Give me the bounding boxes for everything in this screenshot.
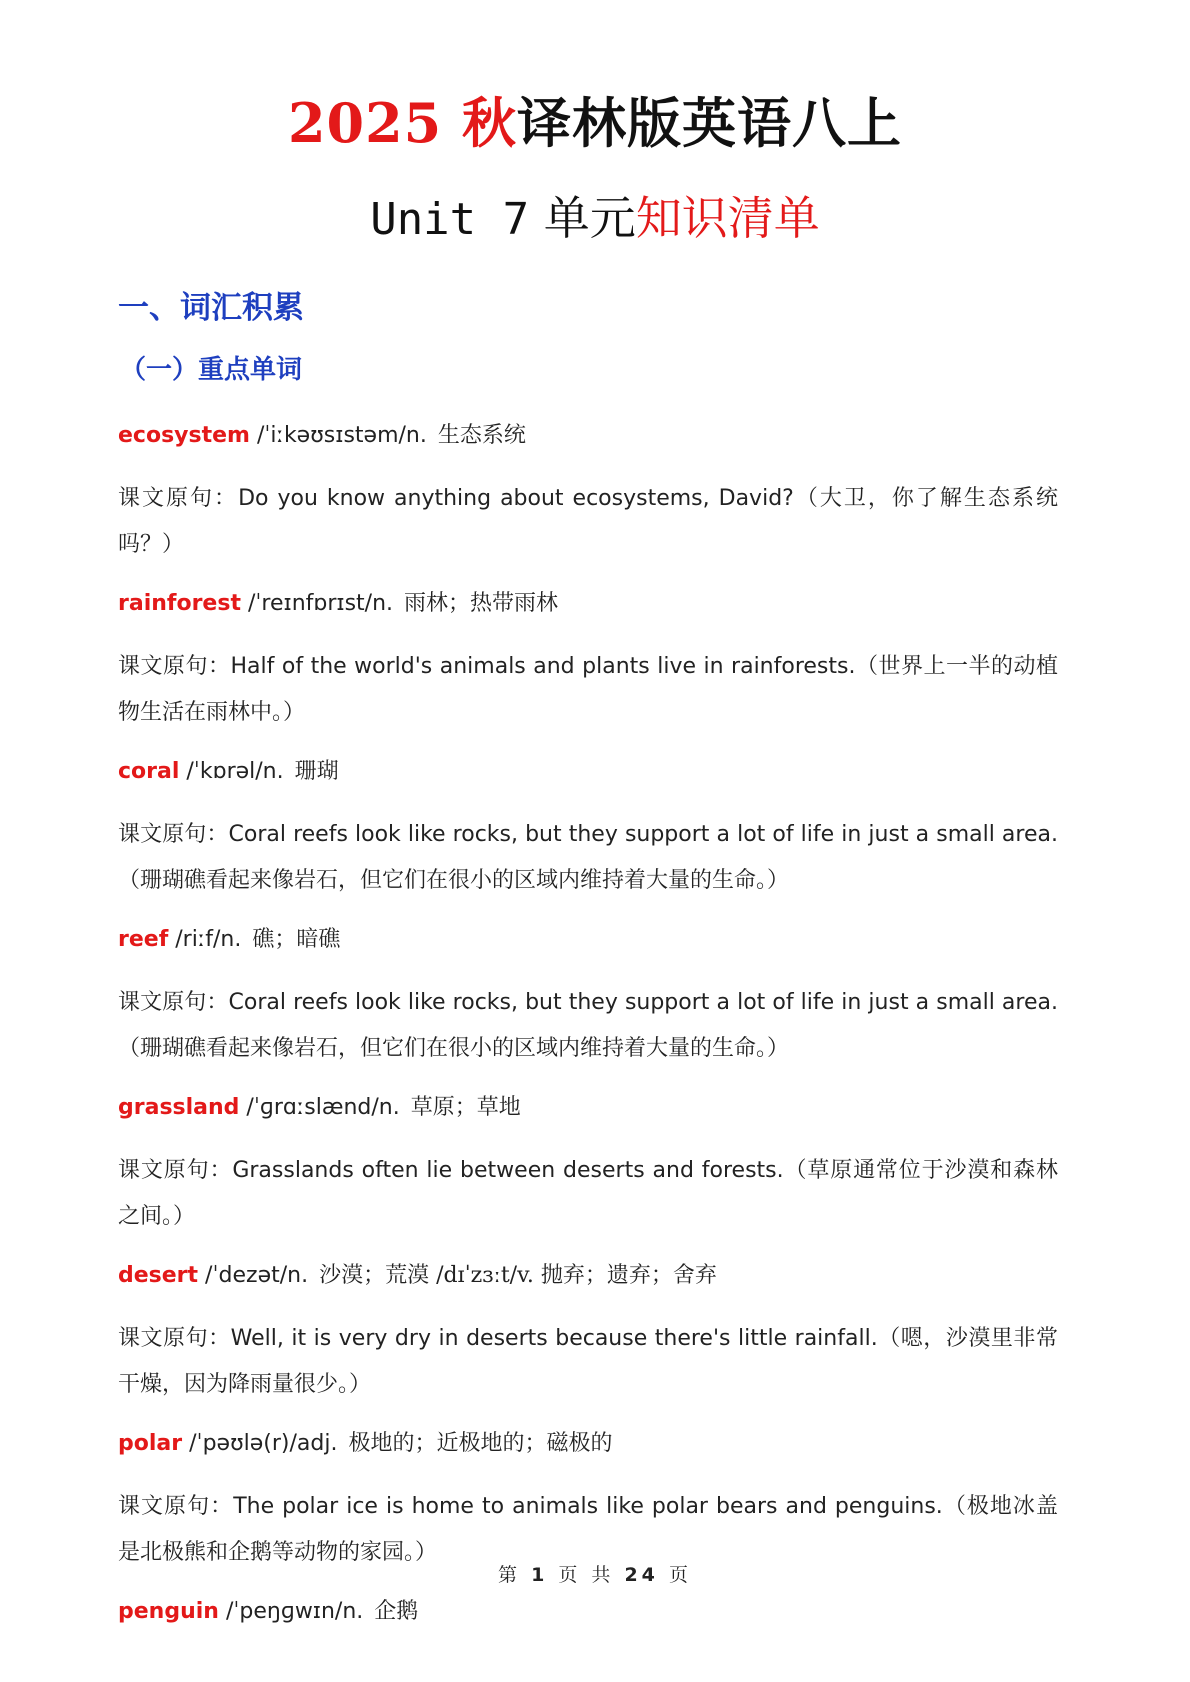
example-translation: （草原通常位于沙漠和森林之间。） — [118, 1158, 1058, 1229]
vocab-meaning: 企鹅 — [367, 1599, 419, 1624]
vocab-phonetic: /ˈkɒrəl/n. — [179, 759, 284, 784]
example-translation: （珊瑚礁看起来像岩石，但它们在很小的区域内维持着大量的生命。） — [118, 868, 790, 893]
vocab-entry — [118, 918, 1058, 1072]
example-english: Do you know anything about ecosystems, David? — [238, 486, 794, 511]
example-english: Coral reefs look like rocks, but they support a lot of life in just a small area. — [228, 990, 1058, 1015]
footer-prefix: 第 — [498, 1564, 522, 1586]
word-line — [118, 918, 1058, 962]
word-line — [118, 750, 1058, 794]
vocab-meaning: 礁；暗礁 — [245, 927, 341, 952]
footer-total-pages: 24 — [624, 1564, 659, 1586]
example-sentence — [118, 812, 1058, 904]
example-translation: （大卫，你了解生态系统吗？） — [118, 486, 1058, 557]
vocab-phonetic: /riːf/n. — [168, 927, 242, 952]
example-english: Grasslands often lie between deserts and forests. — [232, 1158, 784, 1183]
vocab-meaning: 极地的；近极地的；磁极的 — [341, 1431, 613, 1456]
example-label: 课文原句： — [118, 486, 239, 511]
word-line — [118, 582, 1058, 626]
vocab-word: reef — [118, 927, 169, 952]
example-sentence — [118, 1148, 1058, 1240]
example-translation: （世界上一半的动植物生活在雨林中。） — [118, 654, 1058, 725]
word-line — [118, 1422, 1058, 1466]
example-sentence — [118, 476, 1058, 568]
title-year: 2025 — [287, 91, 443, 155]
vocab-entry — [118, 414, 1058, 568]
vocab-word: coral — [118, 759, 180, 784]
word-line — [118, 1086, 1058, 1130]
vocabulary-list — [118, 414, 1058, 1652]
vocab-phonetic: /ˈiːkəʊsɪstəm/n. — [249, 423, 427, 448]
word-line — [118, 1254, 1058, 1298]
vocab-word: ecosystem — [118, 423, 250, 448]
vocab-entry — [118, 1590, 1058, 1634]
vocab-phonetic: /ˈreɪnfɒrɪst/n. — [240, 591, 394, 616]
word-line — [118, 414, 1058, 458]
word-line — [118, 1590, 1058, 1634]
example-english: Well, it is very dry in deserts because there's little rainfall. — [230, 1326, 878, 1351]
example-label: 课文原句： — [118, 1494, 234, 1519]
vocab-meaning: 沙漠；荒漠 /dɪˈzɜːt/v. 抛弃；遗弃；舍弃 — [312, 1263, 717, 1288]
vocab-entry — [118, 1254, 1058, 1408]
subtitle-part2: 知识清单 — [635, 191, 820, 245]
vocab-meaning: 雨林；热带雨林 — [397, 591, 559, 616]
section-subheading: （一）重点单词 — [120, 355, 303, 385]
footer-suffix: 页 — [668, 1564, 692, 1586]
vocab-entry — [118, 1422, 1058, 1576]
vocab-phonetic: /ˈɡrɑːslænd/n. — [239, 1095, 400, 1120]
example-sentence — [118, 980, 1058, 1072]
footer-middle: 页 共 — [558, 1564, 615, 1586]
document-title — [0, 88, 1190, 158]
title-rest: 译林版英语八上 — [517, 91, 903, 155]
vocab-word: polar — [118, 1431, 183, 1456]
example-translation: （极地冰盖是北极熊和企鹅等动物的家园。） — [118, 1494, 1058, 1565]
example-sentence — [118, 1316, 1058, 1408]
example-english: Coral reefs look like rocks, but they support a lot of life in just a small area. — [228, 822, 1058, 847]
vocab-meaning: 生态系统 — [430, 423, 526, 448]
example-sentence — [118, 644, 1058, 736]
example-translation: （珊瑚礁看起来像岩石，但它们在很小的区域内维持着大量的生命。） — [118, 1036, 790, 1061]
subtitle-part1: 单元 — [543, 191, 636, 245]
vocab-word: grassland — [118, 1095, 240, 1120]
vocab-entry — [118, 750, 1058, 904]
vocab-entry — [118, 1086, 1058, 1240]
document-subtitle — [0, 186, 1190, 252]
subtitle-unit: Unit 7 — [370, 194, 530, 245]
vocab-phonetic: /ˈdezət/n. — [198, 1263, 309, 1288]
example-label: 课文原句： — [118, 1158, 233, 1183]
vocab-meaning: 草原；草地 — [403, 1095, 521, 1120]
example-label: 课文原句： — [118, 1326, 231, 1351]
vocab-entry — [118, 582, 1058, 736]
title-season: 秋 — [462, 91, 518, 155]
vocab-meaning: 珊瑚 — [287, 759, 339, 784]
vocab-phonetic: /ˈpeŋɡwɪn/n. — [218, 1599, 364, 1624]
vocab-word: desert — [118, 1263, 199, 1288]
vocab-word: rainforest — [118, 591, 241, 616]
example-english: Half of the world's animals and plants live in rainforests. — [230, 654, 856, 679]
example-label: 课文原句： — [118, 654, 231, 679]
footer-current-page: 1 — [531, 1564, 549, 1586]
vocab-phonetic: /ˈpəʊlə(r)/adj. — [182, 1431, 338, 1456]
vocab-word: penguin — [118, 1599, 219, 1624]
section-heading: 一、词汇积累 — [118, 290, 304, 326]
example-english: The polar ice is home to animals like polar bears and penguins. — [233, 1494, 943, 1519]
example-label: 课文原句： — [118, 990, 229, 1015]
example-label: 课文原句： — [118, 822, 229, 847]
page-footer — [0, 1560, 1190, 1587]
example-translation: （嗯，沙漠里非常干燥，因为降雨量很少。） — [118, 1326, 1058, 1397]
